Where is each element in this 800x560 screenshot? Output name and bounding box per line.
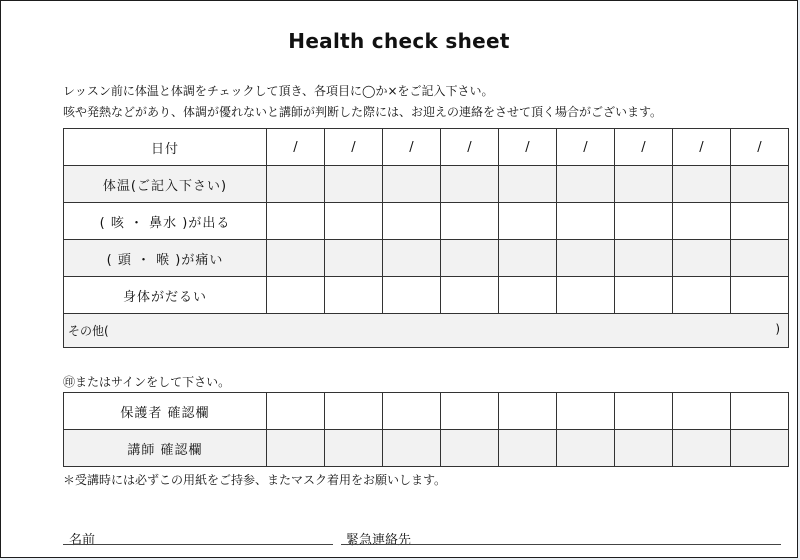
date-cell[interactable]: / <box>267 129 325 166</box>
health-check-table <box>63 128 789 348</box>
signature-cell[interactable] <box>383 393 441 430</box>
cough-row <box>64 203 789 240</box>
signature-cell[interactable] <box>673 393 731 430</box>
name-field[interactable] <box>63 544 333 545</box>
entry-cell[interactable] <box>267 277 325 314</box>
entry-cell[interactable] <box>673 166 731 203</box>
sign-instruction: ㊞またはサインをして下さい。 <box>63 375 231 389</box>
fatigue-row <box>64 277 789 314</box>
entry-cell[interactable] <box>325 277 383 314</box>
signature-cell[interactable] <box>325 430 383 467</box>
entry-cell[interactable] <box>441 277 499 314</box>
signature-cell[interactable] <box>441 430 499 467</box>
entry-cell[interactable] <box>499 240 557 277</box>
date-cell[interactable]: / <box>731 129 789 166</box>
teacher-confirm-row <box>64 430 789 467</box>
entry-cell[interactable] <box>731 203 789 240</box>
entry-cell[interactable] <box>441 240 499 277</box>
pain-row <box>64 240 789 277</box>
date-cell[interactable]: / <box>615 129 673 166</box>
entry-cell[interactable] <box>557 166 615 203</box>
signature-cell[interactable] <box>557 430 615 467</box>
temperature-row <box>64 166 789 203</box>
signature-cell[interactable] <box>325 393 383 430</box>
entry-cell[interactable] <box>731 166 789 203</box>
date-cell[interactable]: / <box>325 129 383 166</box>
entry-cell[interactable] <box>383 203 441 240</box>
signature-cell[interactable] <box>441 393 499 430</box>
date-cell[interactable]: / <box>441 129 499 166</box>
date-cell[interactable]: / <box>557 129 615 166</box>
page-title: Health check sheet <box>288 29 510 53</box>
entry-cell[interactable] <box>383 166 441 203</box>
entry-cell[interactable] <box>673 277 731 314</box>
entry-cell[interactable] <box>441 166 499 203</box>
signature-cell[interactable] <box>383 430 441 467</box>
row-label-pain: ( 頭 ・ 喉 )が痛い <box>64 240 267 277</box>
entry-cell[interactable] <box>615 203 673 240</box>
signature-cell[interactable] <box>731 393 789 430</box>
entry-cell[interactable] <box>731 240 789 277</box>
row-label-cough: ( 咳 ・ 鼻水 )が出る <box>64 203 267 240</box>
row-label-teacher: 講師 確認欄 <box>64 430 267 467</box>
other-close-label: ) <box>775 322 780 336</box>
date-header: 日付 <box>64 129 267 166</box>
signature-cell[interactable] <box>557 393 615 430</box>
date-cell[interactable]: / <box>499 129 557 166</box>
entry-cell[interactable] <box>673 203 731 240</box>
entry-cell[interactable] <box>557 240 615 277</box>
footer-note: ＊受講時には必ずこの用紙をご持参、またマスク着用をお願いします。 <box>63 473 447 487</box>
instruction-line-2: 咳や発熱などがあり、体調が優れないと講師が判断した際には、お迎えの連絡をさせて頂く場合がございます。 <box>63 105 663 119</box>
entry-cell[interactable] <box>267 240 325 277</box>
entry-cell[interactable] <box>557 277 615 314</box>
other-open-label: その他( <box>68 324 109 338</box>
entry-cell[interactable] <box>267 166 325 203</box>
signature-cell[interactable] <box>731 430 789 467</box>
entry-cell[interactable] <box>383 277 441 314</box>
instruction-line-1: レッスン前に体温と体調をチェックして頂き、各項目に◯か×をご記入下さい。 <box>63 84 494 98</box>
date-cell[interactable]: / <box>383 129 441 166</box>
date-row <box>64 129 789 166</box>
entry-cell[interactable] <box>499 203 557 240</box>
entry-cell[interactable] <box>615 240 673 277</box>
entry-cell[interactable] <box>499 166 557 203</box>
signature-cell[interactable] <box>615 393 673 430</box>
signature-cell[interactable] <box>267 393 325 430</box>
signature-cell[interactable] <box>673 430 731 467</box>
emergency-contact-label: 緊急連絡先 <box>346 533 412 548</box>
entry-cell[interactable] <box>325 203 383 240</box>
guardian-confirm-row <box>64 393 789 430</box>
entry-cell[interactable] <box>325 240 383 277</box>
entry-cell[interactable] <box>731 277 789 314</box>
other-field[interactable] <box>64 314 789 348</box>
row-label-guardian: 保護者 確認欄 <box>64 393 267 430</box>
date-cell[interactable]: / <box>673 129 731 166</box>
entry-cell[interactable] <box>499 277 557 314</box>
entry-cell[interactable] <box>325 166 383 203</box>
entry-cell[interactable] <box>267 203 325 240</box>
entry-cell[interactable] <box>615 277 673 314</box>
row-label-temperature: 体温(ご記入下さい) <box>64 166 267 203</box>
entry-cell[interactable] <box>557 203 615 240</box>
entry-cell[interactable] <box>615 166 673 203</box>
signature-cell[interactable] <box>499 393 557 430</box>
signature-cell[interactable] <box>267 430 325 467</box>
other-row <box>64 314 789 348</box>
signature-cell[interactable] <box>615 430 673 467</box>
entry-cell[interactable] <box>383 240 441 277</box>
emergency-contact-field[interactable] <box>341 544 781 545</box>
confirmation-table <box>63 392 789 467</box>
entry-cell[interactable] <box>441 203 499 240</box>
signature-cell[interactable] <box>499 430 557 467</box>
row-label-fatigue: 身体がだるい <box>64 277 267 314</box>
entry-cell[interactable] <box>673 240 731 277</box>
name-label: 名前 <box>69 533 96 548</box>
